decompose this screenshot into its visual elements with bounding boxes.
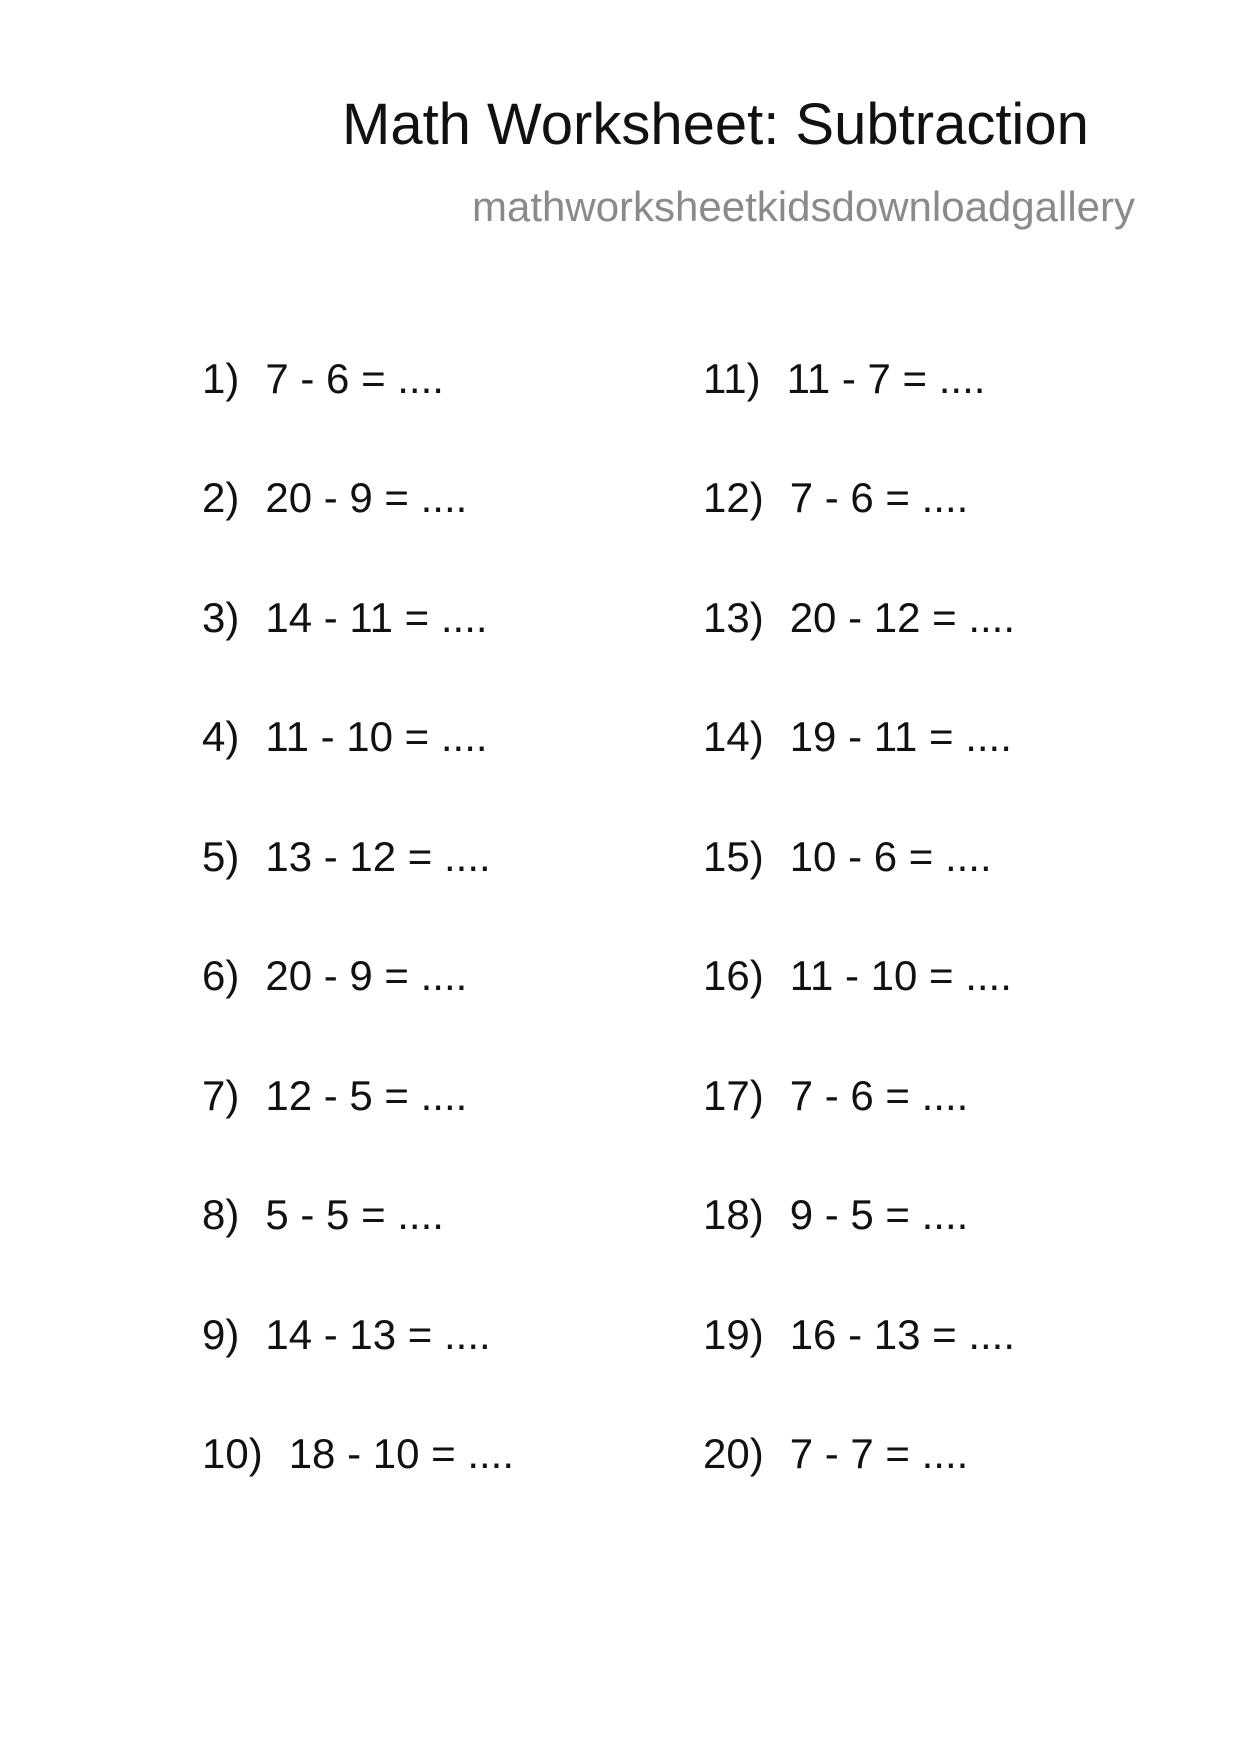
problem-expression: 5 - 5 = .... <box>265 1191 444 1238</box>
problem-number: 7) <box>202 1072 240 1119</box>
problem-expression: 10 - 6 = .... <box>789 833 992 880</box>
problem-item <box>703 1072 969 1119</box>
problem-expression: 14 - 11 = .... <box>265 594 488 641</box>
problem-item <box>703 1430 969 1477</box>
problem-expression: 13 - 12 = .... <box>265 833 491 880</box>
problem-item <box>703 1191 969 1238</box>
problem-item <box>202 1430 515 1477</box>
problem-expression: 7 - 6 = .... <box>265 355 444 402</box>
problem-item <box>202 1311 491 1358</box>
problem-expression: 16 - 13 = .... <box>789 1311 1016 1358</box>
problem-expression: 18 - 10 = .... <box>288 1430 515 1477</box>
problem-expression: 7 - 6 = .... <box>789 1072 969 1119</box>
problem-item <box>703 833 992 880</box>
problem-expression: 12 - 5 = .... <box>265 1072 468 1119</box>
problem-expression: 20 - 9 = .... <box>265 952 468 999</box>
worksheet-source: mathworksheetkidsdownloadgallery <box>472 183 1136 230</box>
problem-expression: 11 - 7 = .... <box>786 355 986 402</box>
problem-item <box>202 355 444 402</box>
problem-item <box>703 1311 1016 1358</box>
problem-number: 2) <box>202 474 240 521</box>
problem-expression: 20 - 9 = .... <box>265 474 468 521</box>
problem-number: 14) <box>703 713 764 760</box>
worksheet-title: Math Worksheet: Subtraction <box>342 92 1089 157</box>
problem-number: 4) <box>202 713 240 760</box>
problem-number: 12) <box>703 474 764 521</box>
problem-expression: 11 - 10 = .... <box>789 952 1012 999</box>
problem-number: 9) <box>202 1311 240 1358</box>
problem-item <box>202 1191 444 1238</box>
problem-expression: 9 - 5 = .... <box>789 1191 969 1238</box>
problem-number: 20) <box>703 1430 764 1477</box>
problem-expression: 7 - 6 = .... <box>789 474 969 521</box>
problem-expression: 11 - 10 = .... <box>265 713 488 760</box>
problem-number: 17) <box>703 1072 764 1119</box>
problem-item <box>202 833 491 880</box>
problem-item <box>703 594 1016 641</box>
problem-number: 8) <box>202 1191 240 1238</box>
problem-expression: 20 - 12 = .... <box>789 594 1016 641</box>
problem-item <box>202 594 488 641</box>
problem-item <box>202 474 468 521</box>
problem-number: 11) <box>703 355 761 402</box>
problem-expression: 7 - 7 = .... <box>789 1430 969 1477</box>
problem-item <box>202 713 488 760</box>
problem-expression: 19 - 11 = .... <box>789 713 1012 760</box>
problem-number: 13) <box>703 594 764 641</box>
problem-number: 18) <box>703 1191 764 1238</box>
problem-number: 1) <box>202 355 240 402</box>
problem-number: 15) <box>703 833 764 880</box>
problem-item <box>703 474 969 521</box>
problem-expression: 14 - 13 = .... <box>265 1311 491 1358</box>
problem-item <box>202 952 468 999</box>
problem-number: 3) <box>202 594 240 641</box>
problem-number: 16) <box>703 952 764 999</box>
problem-item <box>202 1072 468 1119</box>
problem-number: 6) <box>202 952 240 999</box>
problem-item <box>703 713 1012 760</box>
problem-item <box>703 355 986 402</box>
problem-number: 19) <box>703 1311 764 1358</box>
problem-number: 5) <box>202 833 240 880</box>
problem-number: 10) <box>202 1430 263 1477</box>
problem-item <box>703 952 1012 999</box>
